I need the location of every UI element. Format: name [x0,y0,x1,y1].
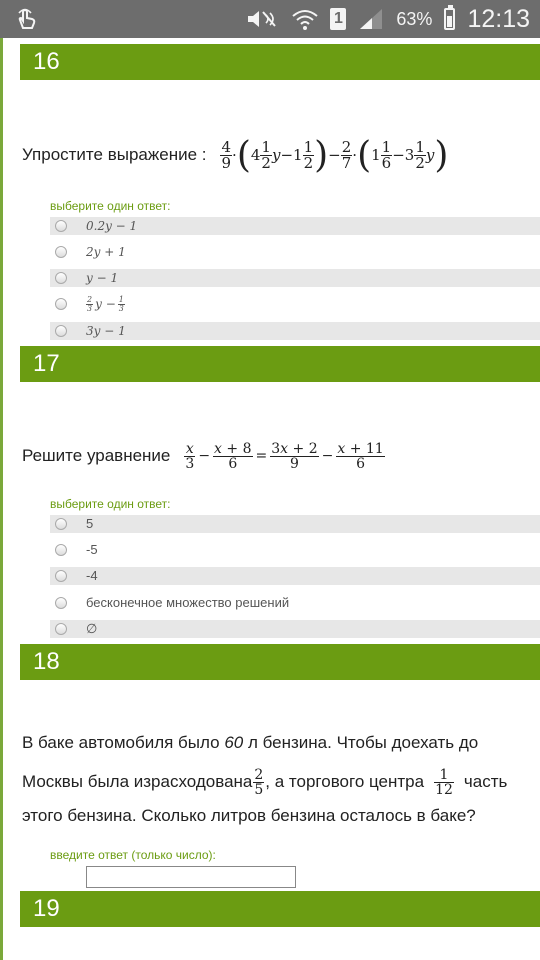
option-label: -5 [86,542,98,557]
question-16-text [22,130,448,180]
question-number-17: 17 [20,346,540,382]
radio-button[interactable] [55,570,67,582]
left-accent-border [0,38,3,960]
radio-button[interactable] [55,544,67,556]
question-16-option-3[interactable] [50,269,540,287]
status-bar [0,0,540,38]
option-label: бесконечное множество решений [86,595,290,610]
question-17-option-2[interactable] [50,541,540,559]
option-label: 3y − 1 [86,324,126,338]
question-number-19: 19 [20,891,540,927]
question-16-expression: $\frac{4}{9}$ · ( 4 $\frac{1}{2}$ y −1 $\frac{1}{2}$ ) − $\frac{2}{7}$ · ( 1 $\frac{1}{6}$ −3 $\frac{1}{2}$ y ) [221,134,449,176]
option-label: 2y + 1 [86,245,126,259]
question-number-16: 16 [20,44,540,80]
option-label: $\frac{2}{3}$ y − $\frac{1}{3}$ [87,294,124,313]
question-17-option-5[interactable] [50,620,540,638]
option-label: -4 [86,568,98,583]
question-18-hint: введите ответ (только число): [50,848,216,862]
radio-button[interactable] [55,272,67,284]
wifi-icon [292,7,318,31]
question-18-line-2: Москвы была израсходована $\frac{2}{5}$ , а торгового центра $\frac{1}{12}$ часть [22,766,508,798]
mute-icon [246,8,280,30]
question-number-18: 18 [20,644,540,680]
option-label: 0.2y − 1 [86,219,138,233]
question-17-option-3[interactable] [50,567,540,585]
radio-button[interactable] [55,597,67,609]
radio-button[interactable] [55,325,67,337]
radio-button[interactable] [55,220,67,232]
question-18-line-3: этого бензина. Сколько литров бензина осталось в баке? [22,806,476,825]
hand-tap-icon [14,7,40,31]
question-16-option-2[interactable] [50,243,540,261]
question-16-hint: выберите один ответ: [50,199,171,213]
question-17-hint: выберите один ответ: [50,497,171,511]
question-17-equation: $\frac{x}{3}$ − $\frac{x + 8}{6}$ = $\frac{3x + 2}{9}$ − $\frac{x + 11}{6}$ [185,440,384,472]
option-label: y − 1 [86,271,119,285]
option-label: 5 [86,516,94,531]
clock: 12:13 [467,4,530,33]
battery-fill [447,16,452,27]
radio-button[interactable] [55,246,67,258]
question-17-text [22,434,385,478]
sim-1-icon: 1 [330,8,346,30]
battery-icon [444,8,455,30]
question-16-prompt: Упростите выражение : [22,145,207,164]
question-16-option-4[interactable] [50,295,540,313]
signal-icon [358,8,384,30]
question-17-prompt: Решите уравнение [22,446,171,465]
question-17-option-4[interactable] [50,594,540,612]
question-17-option-1[interactable] [50,515,540,533]
radio-button[interactable] [55,518,67,530]
question-18-line-1: В баке автомобиля было 60 л бензина. Чтобы доехать до [22,733,479,752]
radio-button[interactable] [55,298,67,310]
battery-percent: 63% [396,8,433,29]
question-16-option-5[interactable] [50,322,540,340]
answer-input[interactable] [86,866,296,888]
question-16-option-1[interactable] [50,217,540,235]
option-label: ∅ [86,621,98,636]
radio-button[interactable] [55,623,67,635]
